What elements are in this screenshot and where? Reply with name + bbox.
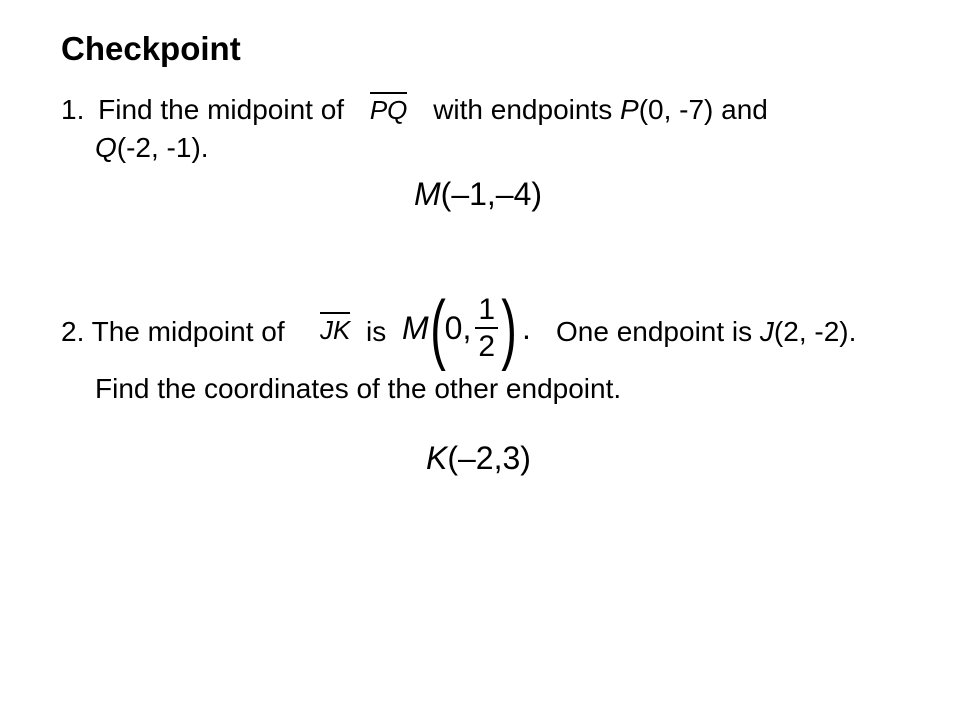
point-q-label: Q bbox=[95, 132, 117, 163]
problem-1-text-b: with endpoints bbox=[433, 94, 613, 125]
point-q-coords: (-2, -1). bbox=[116, 132, 209, 163]
problem-2-endpoint bbox=[556, 318, 856, 346]
segment-jk: JK bbox=[320, 312, 350, 343]
midpoint-var: M bbox=[402, 309, 429, 346]
fraction-numerator: 1 bbox=[475, 294, 498, 330]
problem-1-line-2 bbox=[95, 134, 209, 162]
segment-pq: PQ bbox=[370, 92, 408, 123]
problem-2-answer bbox=[426, 440, 531, 477]
point-p-coords: (0, -7) and bbox=[638, 94, 768, 125]
open-paren: ( bbox=[429, 284, 446, 372]
problem-1-line-1 bbox=[61, 92, 768, 124]
point-p-label: P bbox=[620, 94, 639, 125]
midpoint-expression bbox=[402, 284, 531, 372]
midpoint-period: . bbox=[522, 309, 531, 346]
close-paren: ) bbox=[501, 284, 517, 372]
midpoint-y-fraction bbox=[475, 294, 498, 363]
segment-jk-wrap bbox=[320, 312, 350, 344]
problem-1-text-a: Find the midpoint of bbox=[98, 94, 345, 125]
answer-1-coords: (–1,–4) bbox=[440, 176, 543, 212]
point-j-coords: (2, -2). bbox=[773, 316, 857, 347]
problem-1-number: 1. bbox=[61, 94, 85, 125]
problem-2-line-2: Find the coordinates of the other endpoint. bbox=[95, 373, 622, 404]
answer-2-coords: (–2,3) bbox=[447, 440, 531, 476]
answer-1-var: M bbox=[414, 176, 441, 212]
problem-2-lead bbox=[61, 318, 285, 346]
problem-2-endpoint-text: One endpoint is bbox=[556, 316, 753, 347]
midpoint-x: 0, bbox=[444, 309, 472, 346]
problem-2-is: is bbox=[366, 316, 387, 347]
fraction-denominator: 2 bbox=[478, 330, 496, 363]
problem-2-text-a: 2. The midpoint of bbox=[61, 316, 285, 347]
problem-1-answer bbox=[414, 176, 542, 213]
point-j-label: J bbox=[759, 316, 774, 347]
answer-2-var: K bbox=[426, 440, 448, 476]
page-title: Checkpoint bbox=[61, 30, 241, 67]
